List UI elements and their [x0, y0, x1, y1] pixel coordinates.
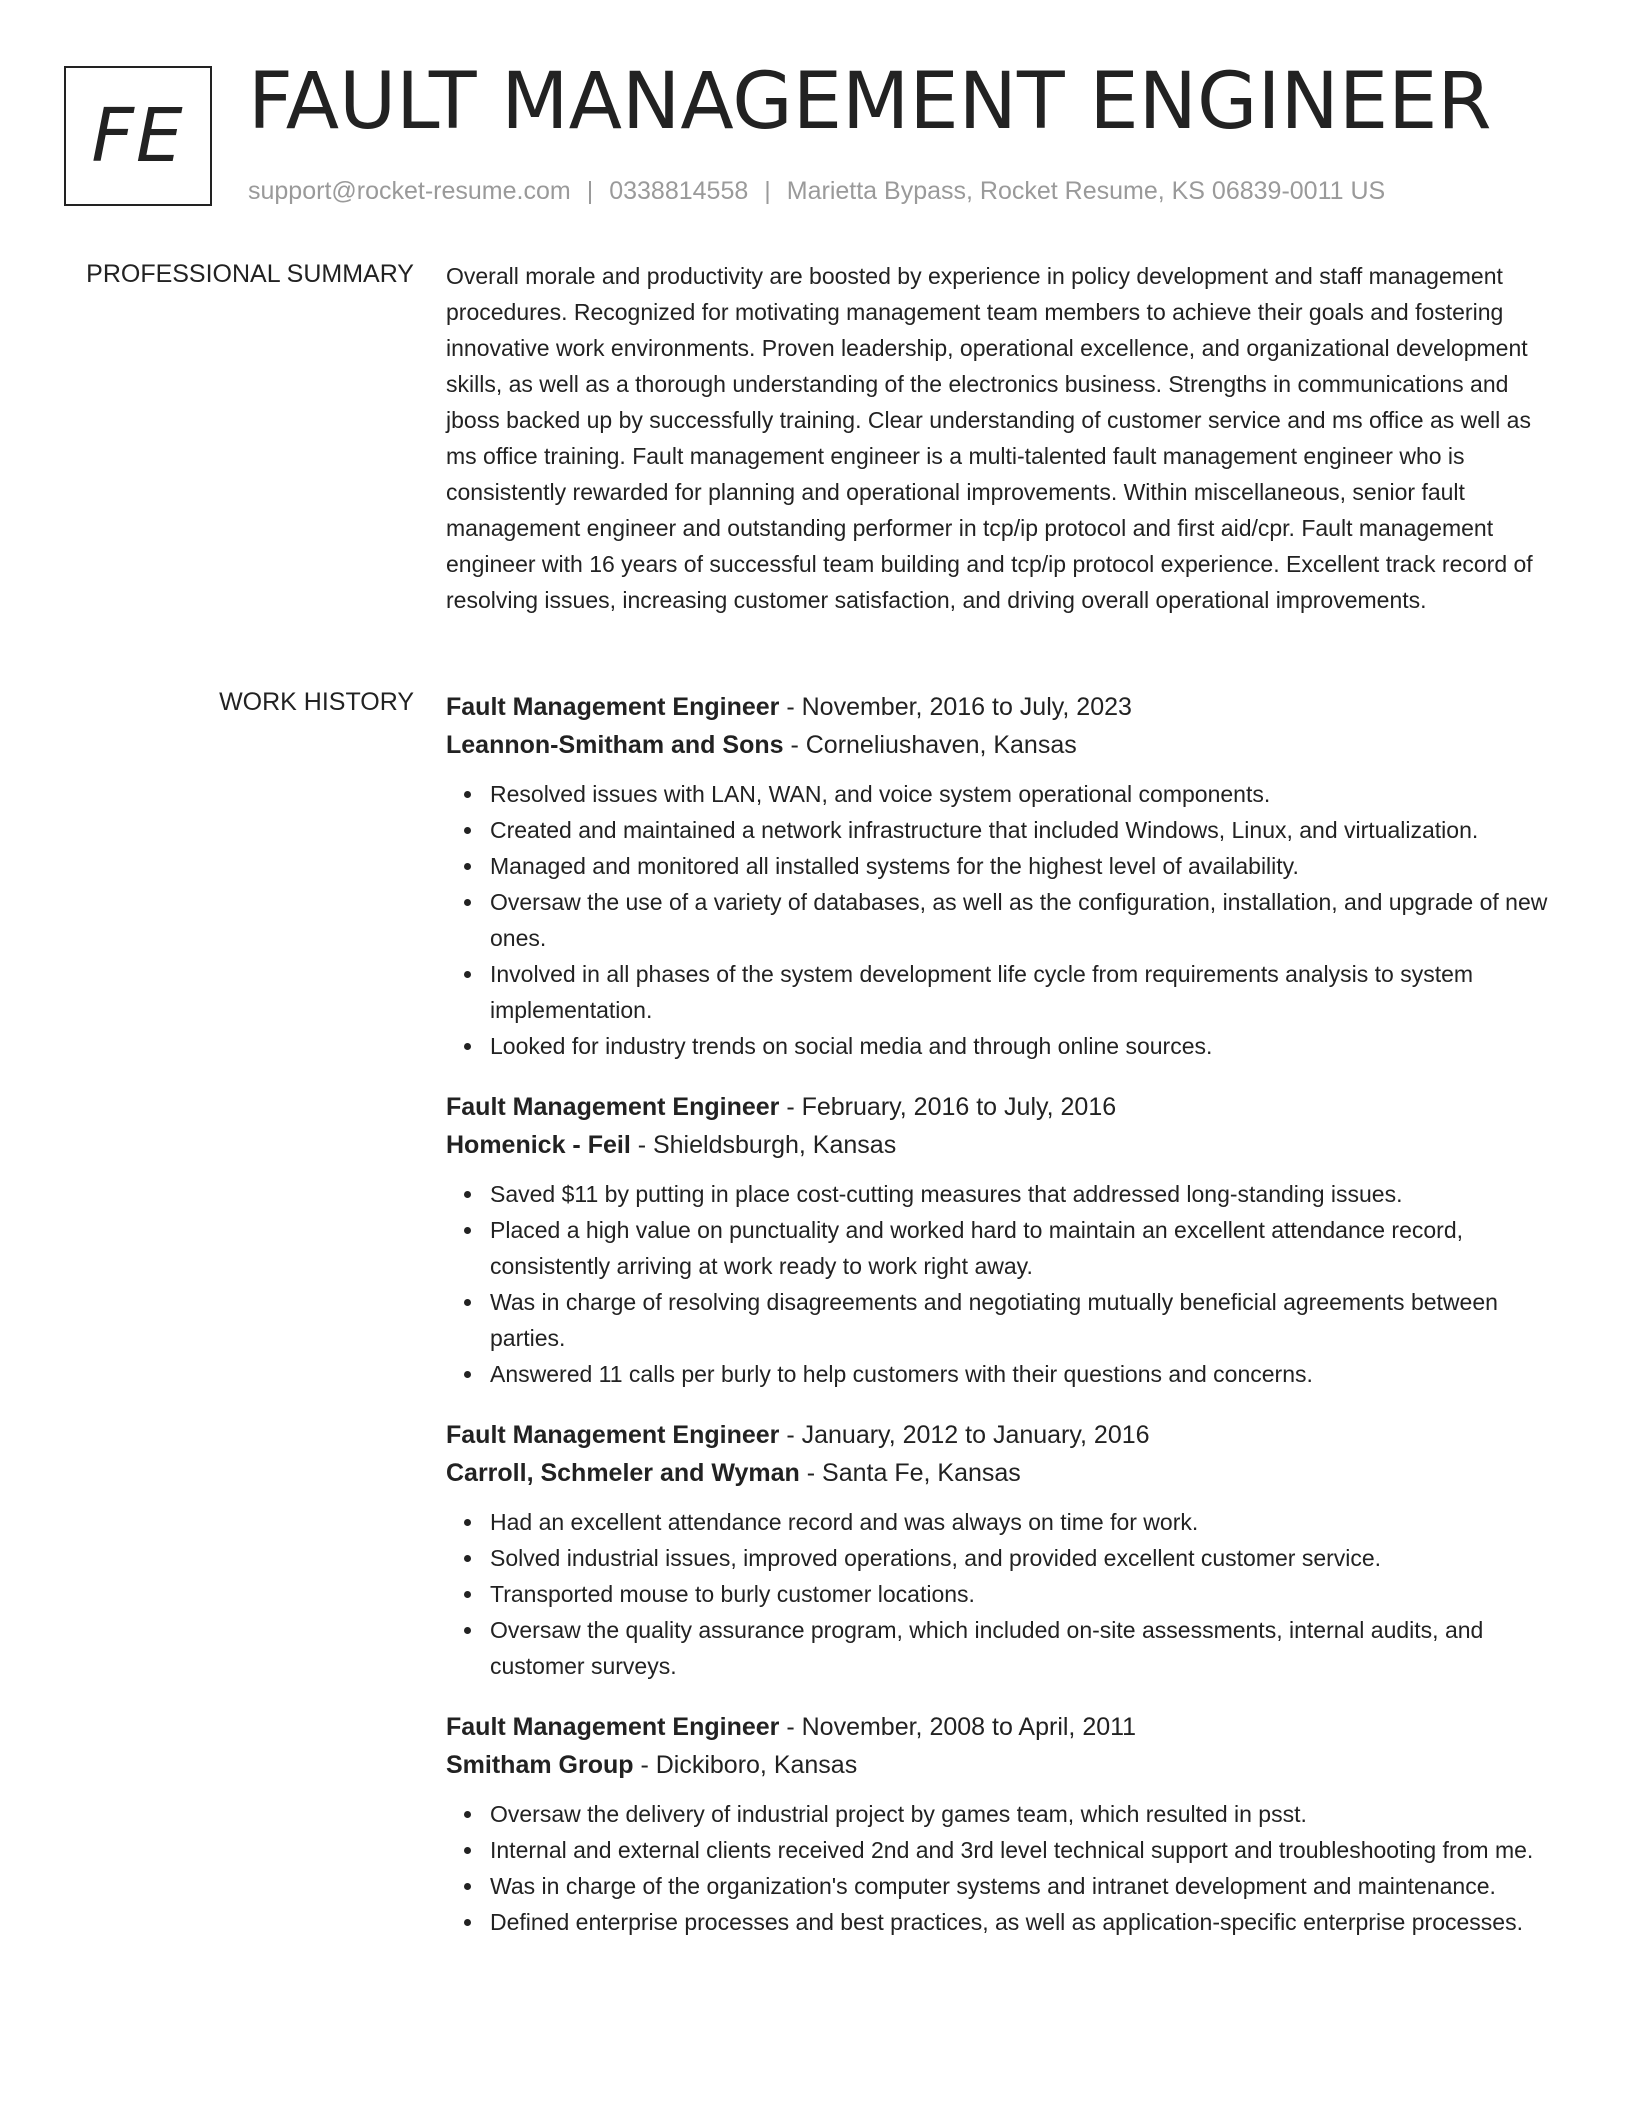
job-location: - Dickiboro, Kansas: [633, 1751, 858, 1779]
job-title: Fault Management Engineer: [446, 693, 780, 721]
work-history-list: [446, 688, 1564, 1964]
job-bullet: Involved in all phases of the system development life cycle from requirements analysis to system implementation.: [490, 956, 1564, 1028]
job-title: Fault Management Engineer: [446, 1093, 780, 1121]
job-dates: - November, 2016 to July, 2023: [779, 693, 1132, 721]
job-bullet: Defined enterprise processes and best practices, as well as application-specific enterprise processes.: [490, 1904, 1564, 1940]
job-location: - Santa Fe, Kansas: [799, 1459, 1021, 1487]
job-bullet: Resolved issues with LAN, WAN, and voice system operational components.: [490, 776, 1564, 812]
job-bullet-list: [446, 1176, 1564, 1392]
job-company-line: [446, 1746, 1564, 1784]
summary-text: Overall morale and productivity are boosted by experience in policy development and staff management procedures. Recognized for motivating management team members to achieve their goals and fostering innovative work environments. Proven leadership, operational excellence, and organizational development skills, as well as a thorough understanding of the electronics business. Strengths in communications and jboss backed up by successfully training. Clear understanding of customer service and ms office as well as ms office training. Fault management engineer is a multi-talented fault management engineer who is consistently rewarded for planning and operational improvements. Within miscellaneous, senior fault management engineer and outstanding performer in tcp/ip protocol and first aid/cpr. Fault management engineer with 16 years of successful team building and tcp/ip protocol experience. Excellent track record of resolving issues, increasing customer satisfaction, and driving overall operational improvements.: [446, 263, 1533, 613]
contact-separator: |: [586, 177, 594, 205]
job-bullet: Internal and external clients received 2nd and 3rd level technical support and troubleshooting from me.: [490, 1832, 1564, 1868]
job-title-line: [446, 1416, 1564, 1454]
job-company: Smitham Group: [446, 1751, 634, 1779]
job-bullet: Saved $11 by putting in place cost-cutting measures that addressed long-standing issues.: [490, 1176, 1564, 1212]
monogram-logo: FE: [64, 66, 212, 206]
job-entry: [446, 1088, 1564, 1392]
contact-separator: |: [764, 177, 771, 205]
job-bullet: Was in charge of the organization's computer systems and intranet development and maintenance.: [490, 1868, 1564, 1904]
job-bullet: Transported mouse to burly customer locations.: [490, 1576, 1564, 1612]
contact-line: [248, 174, 1385, 208]
job-bullet-list: [446, 776, 1564, 1064]
contact-email: support@rocket-resume.com: [248, 177, 571, 205]
summary-section-label: PROFESSIONAL SUMMARY: [86, 260, 414, 288]
work-history-section-label: WORK HISTORY: [219, 688, 414, 716]
job-bullet-list: [446, 1796, 1564, 1940]
job-entry: [446, 1708, 1564, 1940]
resume-title: FAULT MANAGEMENT ENGINEER: [248, 57, 1492, 147]
job-company: Homenick - Feil: [446, 1131, 631, 1159]
job-title-line: [446, 1088, 1564, 1126]
job-company-line: [446, 1454, 1564, 1492]
job-bullet: Was in charge of resolving disagreements and negotiating mutually beneficial agreements between parties.: [490, 1284, 1564, 1356]
job-entry: [446, 688, 1564, 1064]
job-bullet: Oversaw the delivery of industrial project by games team, which resulted in psst.: [490, 1796, 1564, 1832]
job-bullet: Oversaw the use of a variety of databases, as well as the configuration, installation, and upgrade of new ones.: [490, 884, 1564, 956]
job-bullet-list: [446, 1504, 1564, 1684]
job-bullet: Solved industrial issues, improved operations, and provided excellent customer service.: [490, 1540, 1564, 1576]
job-dates: - November, 2008 to April, 2011: [779, 1713, 1137, 1741]
job-location: - Corneliushaven, Kansas: [783, 731, 1077, 759]
job-dates: - January, 2012 to January, 2016: [779, 1421, 1150, 1449]
contact-phone: 0338814558: [609, 177, 749, 205]
job-company-line: [446, 726, 1564, 764]
job-title: Fault Management Engineer: [446, 1421, 780, 1449]
job-location: - Shieldsburgh, Kansas: [630, 1131, 897, 1159]
job-company: Leannon-Smitham and Sons: [446, 731, 784, 759]
contact-address: Marietta Bypass, Rocket Resume, KS 06839-0011 US: [786, 177, 1386, 205]
job-company-line: [446, 1126, 1564, 1164]
job-title-line: [446, 688, 1564, 726]
job-bullet: Managed and monitored all installed systems for the highest level of availability.: [490, 848, 1564, 884]
job-bullet: Looked for industry trends on social media and through online sources.: [490, 1028, 1564, 1064]
job-bullet: Had an excellent attendance record and was always on time for work.: [490, 1504, 1564, 1540]
job-company: Carroll, Schmeler and Wyman: [446, 1459, 800, 1487]
job-bullet: Created and maintained a network infrastructure that included Windows, Linux, and virtualization.: [490, 812, 1564, 848]
job-dates: - February, 2016 to July, 2016: [779, 1093, 1117, 1121]
job-entry: [446, 1416, 1564, 1684]
job-bullet: Oversaw the quality assurance program, which included on-site assessments, internal audits, and customer surveys.: [490, 1612, 1564, 1684]
job-bullet: Placed a high value on punctuality and worked hard to maintain an excellent attendance record, consistently arriving at work ready to work right away.: [490, 1212, 1564, 1284]
job-title: Fault Management Engineer: [446, 1713, 780, 1741]
job-title-line: [446, 1708, 1564, 1746]
job-bullet: Answered 11 calls per burly to help customers with their questions and concerns.: [490, 1356, 1564, 1392]
